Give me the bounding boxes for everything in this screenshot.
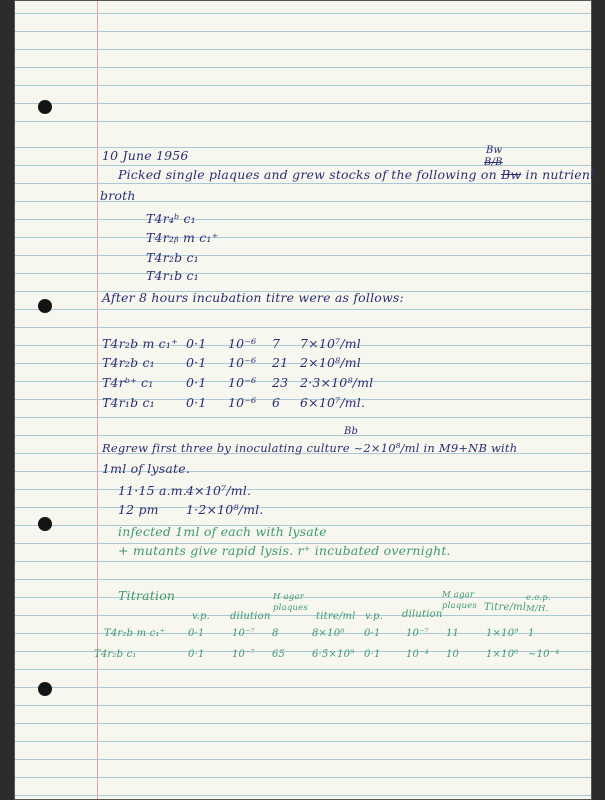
notebook-page (14, 0, 596, 800)
regrow-insert: Bb (344, 426, 359, 437)
strain-cell: T4r₂b c₁ (94, 649, 137, 660)
titre-row (102, 395, 365, 410)
binder-hole (38, 682, 52, 696)
vol-cell: 0·1 (186, 336, 207, 351)
eop-cell: ~10⁻⁴ (528, 649, 560, 660)
time-row (118, 502, 264, 517)
strain-item: T4r₁b c₁ (146, 268, 199, 283)
col-header: dilution (402, 609, 443, 620)
strain-cell: T4r₂b m c₁⁺ (104, 628, 166, 639)
dilution-cell: 10⁻⁶ (228, 375, 257, 390)
strain-item: T4r₂b c₁ (146, 250, 199, 265)
plaques-cell: 6 (272, 395, 281, 410)
strain-cell: T4r₁b c₁ (102, 395, 155, 410)
time-cell: 12 pm (118, 502, 159, 517)
titration-title: Titration (118, 588, 176, 603)
vol-cell: 0·1 (186, 375, 207, 390)
vp-cell: 0·1 (364, 649, 381, 660)
titration-row (94, 649, 559, 660)
titre-cell: 7×10⁷/ml (300, 336, 362, 351)
titre-row (102, 336, 361, 351)
vp-cell: 0·1 (188, 628, 205, 639)
titre-cell: 2×10⁸/ml (300, 355, 362, 370)
dilution-cell: 10⁻⁷ (232, 649, 255, 660)
titre-cell: 8×10⁸ (312, 628, 345, 639)
plaques-cell: 23 (272, 375, 289, 390)
col-header: v.p. (192, 611, 211, 622)
strain-cell: T4rᵇ⁺ c₁ (102, 375, 154, 390)
binder-hole (38, 299, 52, 313)
titre-row (102, 355, 361, 370)
titre-cell: 6×10⁷/ml. (300, 395, 366, 410)
dilution-cell: 10⁻⁶ (228, 336, 257, 351)
vp-cell: 0·1 (364, 628, 381, 639)
dilution-cell: 10⁻⁷ (232, 628, 255, 639)
plaques-cell: 11 (446, 628, 460, 639)
strain-item: T4r₂ᵦ m c₁⁺ (146, 230, 219, 245)
strain-cell: T4r₂b m c₁⁺ (102, 336, 178, 351)
plaques-cell: 8 (272, 628, 279, 639)
dilution-cell: 10⁻⁶ (228, 395, 257, 410)
titre-cell: 1×10⁹ (486, 628, 519, 639)
titre-cell: 6·5×10⁹ (312, 649, 355, 660)
vol-cell: 0·1 (186, 355, 207, 370)
col-header: dilution (230, 611, 271, 622)
col-header: e.o.p. M/H. (526, 593, 551, 614)
plaques-cell: 65 (272, 649, 286, 660)
plaques-cell: 10 (446, 649, 460, 660)
after-incubation-line: After 8 hours incubation titre were as follows: (102, 290, 404, 305)
col-header: titre/ml (316, 611, 356, 622)
titre-row (102, 375, 373, 390)
dilution-cell: 10⁻⁷ (406, 628, 429, 639)
infected-note: infected 1ml of each with lysate (118, 524, 327, 539)
dilution-cell: 10⁻⁴ (406, 649, 429, 660)
col-header: Titre/ml (484, 602, 527, 613)
time-row (118, 483, 251, 498)
col-header: M agar plaques (442, 590, 477, 611)
vp-cell: 0·1 (188, 649, 205, 660)
insert-above: Bw (486, 145, 503, 156)
strain-cell: T4r₂b c₁ (102, 355, 155, 370)
entry-date: 10 June 1956 (102, 148, 189, 163)
titration-row (104, 628, 535, 639)
plaques-cell: 7 (272, 336, 281, 351)
strain-item: T4r₄ᵇ c₁ (146, 211, 196, 226)
intro-struck: Bw (501, 167, 522, 182)
time-value: 1·2×10⁸/ml. (186, 502, 264, 517)
binder-hole (38, 517, 52, 531)
binder-hole (38, 100, 52, 114)
struck-word: B/B (484, 157, 503, 168)
time-value: 4×10⁷/ml. (186, 483, 252, 498)
intro-text: Picked single plaques and grew stocks of the following on (118, 167, 497, 182)
intro-line (118, 167, 595, 182)
vol-cell: 0·1 (186, 395, 207, 410)
eop-cell: 1 (528, 628, 535, 639)
col-header: v.p. (365, 611, 384, 622)
regrow-line-2: 1ml of lysate. (102, 461, 191, 476)
col-header: H agar plaques (273, 592, 308, 613)
mutants-note: + mutants give rapid lysis. r⁺ incubated overnight. (118, 543, 451, 558)
titre-cell: 1×10⁶ (486, 649, 519, 660)
regrow-line: Regrew first three by inoculating culture ~2×10⁸/ml in M9+NB with (102, 441, 518, 455)
plaques-cell: 21 (272, 355, 289, 370)
dilution-cell: 10⁻⁶ (228, 355, 257, 370)
intro-line-2: broth (100, 188, 136, 203)
time-cell: 11·15 a.m. (118, 483, 188, 498)
titre-cell: 2·3×10⁸/ml (300, 375, 374, 390)
intro-end: in nutrient (525, 167, 596, 182)
